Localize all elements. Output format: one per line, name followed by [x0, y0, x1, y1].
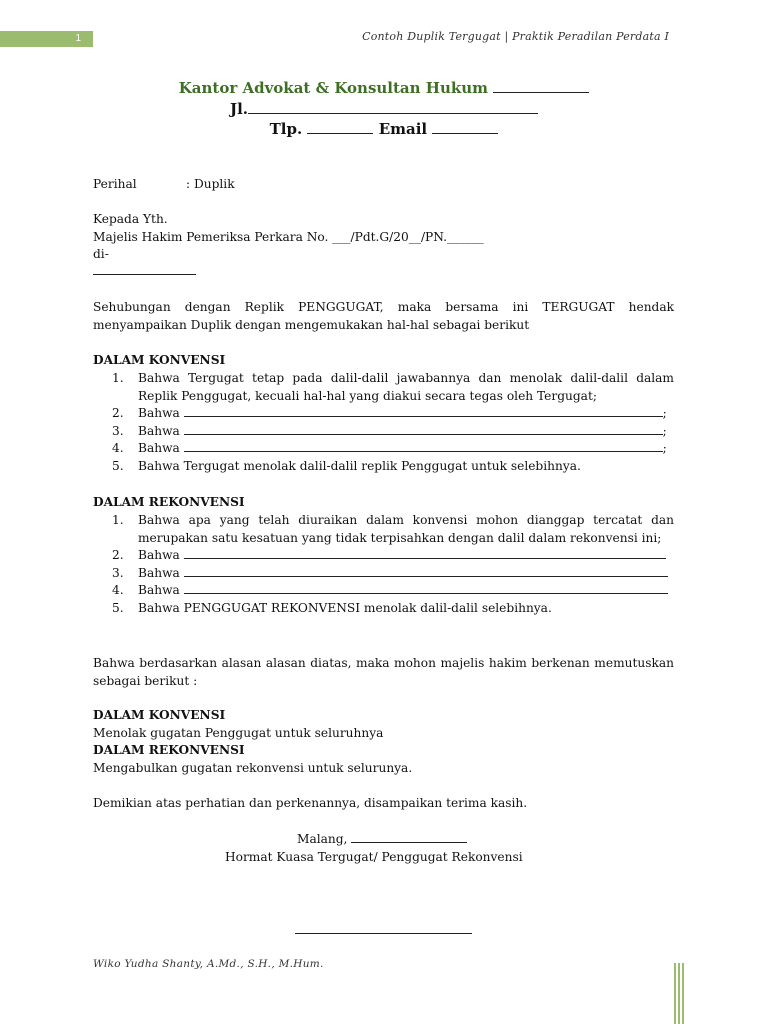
item-number: 2. — [112, 406, 124, 420]
item-number: 2. — [112, 548, 124, 562]
footer-author: Wiko Yudha Shanty, A.Md., S.H., M.Hum. — [93, 958, 324, 970]
list-item — [93, 423, 674, 441]
petitum-konvensi-heading: DALAM KONVENSI — [93, 708, 226, 722]
fill-blank — [184, 565, 668, 577]
page-number: 1 — [75, 33, 81, 44]
konvensi-list — [93, 370, 674, 475]
item-text: Bahwa — [138, 583, 180, 597]
petitum-konvensi-text: Menolak gugatan Penggugat untuk seluruhnya — [93, 725, 384, 740]
list-item — [93, 370, 674, 405]
firm-name — [0, 78, 768, 97]
list-item — [93, 458, 674, 476]
signature-title: Hormat Kuasa Tergugat/ Penggugat Rekonvensi — [225, 850, 523, 864]
rekonvensi-heading: DALAM REKONVENSI — [93, 495, 245, 509]
fill-blank — [184, 440, 663, 452]
firm-name-blank — [493, 78, 589, 93]
item-end: ; — [662, 406, 667, 420]
item-number: 5. — [112, 458, 124, 473]
firm-name-text: Kantor Advokat & Konsultan Hukum — [178, 79, 489, 97]
email-blank — [432, 121, 498, 134]
date-blank — [351, 831, 467, 843]
fill-blank — [184, 405, 663, 417]
item-number: 5. — [112, 600, 124, 615]
running-header: Contoh Duplik Tergugat | Praktik Peradilan Perdata I — [362, 30, 669, 43]
conclusion-paragraph: Bahwa berdasarkan alasan alasan diatas, maka mohon majelis hakim berkenan memutuskan sebagai berikut : — [93, 656, 674, 688]
addressee-line-1: Kepada Yth. — [93, 212, 168, 226]
addressee-line-2: Majelis Hakim Pemeriksa Perkara No. ___/Pdt.G/20__/PN.______ — [93, 229, 484, 244]
item-number: 3. — [112, 565, 124, 580]
addressee-line-3: di- — [93, 247, 109, 261]
fill-blank — [184, 547, 666, 559]
signature-place — [297, 831, 467, 849]
item-text: Bahwa PENGGUGAT REKONVENSI menolak dalil-dalil selebihnya. — [138, 600, 552, 615]
address-line — [230, 100, 538, 118]
signature-place-label: Malang, — [297, 832, 348, 846]
address-label: Jl. — [230, 100, 249, 118]
item-text: Bahwa — [138, 441, 180, 455]
item-text: Bahwa — [138, 565, 180, 580]
accent-bar — [682, 963, 684, 1024]
item-text: Bahwa — [138, 548, 180, 562]
address-blank — [248, 101, 538, 114]
item-text: Bahwa Tergugat tetap pada dalil-dalil jawabannya dan menolak dalil-dalil dalam Replik Penggugat, kecuali hal-hal yang diakui secara tegas oleh Tergugat; — [138, 371, 674, 403]
fill-blank — [184, 423, 663, 435]
signature-line — [295, 933, 472, 934]
accent-bar — [678, 963, 680, 1024]
item-number: 4. — [112, 583, 124, 597]
list-item — [93, 582, 674, 600]
footer-accent-bars — [674, 963, 684, 1024]
email-label: Email — [378, 120, 428, 138]
list-item — [93, 565, 674, 583]
item-end: ; — [662, 423, 667, 438]
tel-label: Tlp. — [269, 120, 303, 138]
petitum-rekonvensi-heading: DALAM REKONVENSI — [93, 743, 245, 757]
item-number: 1. — [112, 371, 124, 385]
accent-bar — [674, 963, 676, 1024]
rekonvensi-list — [93, 512, 674, 617]
list-item — [93, 405, 674, 423]
fill-blank — [184, 582, 668, 594]
list-item — [93, 440, 674, 458]
item-text: Bahwa — [138, 423, 180, 438]
item-number: 3. — [112, 423, 124, 438]
page-number-bar — [0, 31, 93, 47]
item-text: Bahwa apa yang telah diuraikan dalam konvensi mohon dianggap tercatat dan merupakan satu kesatuan yang tidak terpisahkan dengan dalil dalam rekonvensi ini; — [138, 513, 674, 545]
item-text: Bahwa Tergugat menolak dalil-dalil replik Penggugat untuk selebihnya. — [138, 458, 581, 473]
addressee-blank — [93, 264, 196, 275]
item-number: 4. — [112, 441, 124, 455]
list-item — [93, 512, 674, 547]
perihal-value: : Duplik — [186, 177, 235, 191]
konvensi-heading: DALAM KONVENSI — [93, 353, 226, 367]
closing-sentence: Demikian atas perhatian dan perkenannya, disampaikan terima kasih. — [93, 796, 528, 810]
item-end: ; — [662, 441, 667, 455]
tel-blank — [307, 121, 373, 134]
intro-paragraph: Sehubungan dengan Replik PENGGUGAT, maka bersama ini TERGUGAT hendak menyampaikan Duplik dengan mengemukakan hal-hal sebagai berikut — [93, 300, 674, 332]
addressee-block — [93, 211, 674, 275]
item-number: 1. — [112, 513, 124, 527]
list-item — [93, 547, 674, 565]
petitum-rekonvensi-text: Mengabulkan gugatan rekonvensi untuk selurunya. — [93, 760, 413, 775]
petitum-block — [93, 707, 674, 777]
contact-line — [0, 120, 768, 138]
perihal-label: Perihal — [93, 177, 137, 191]
list-item — [93, 600, 674, 618]
item-text: Bahwa — [138, 406, 180, 420]
